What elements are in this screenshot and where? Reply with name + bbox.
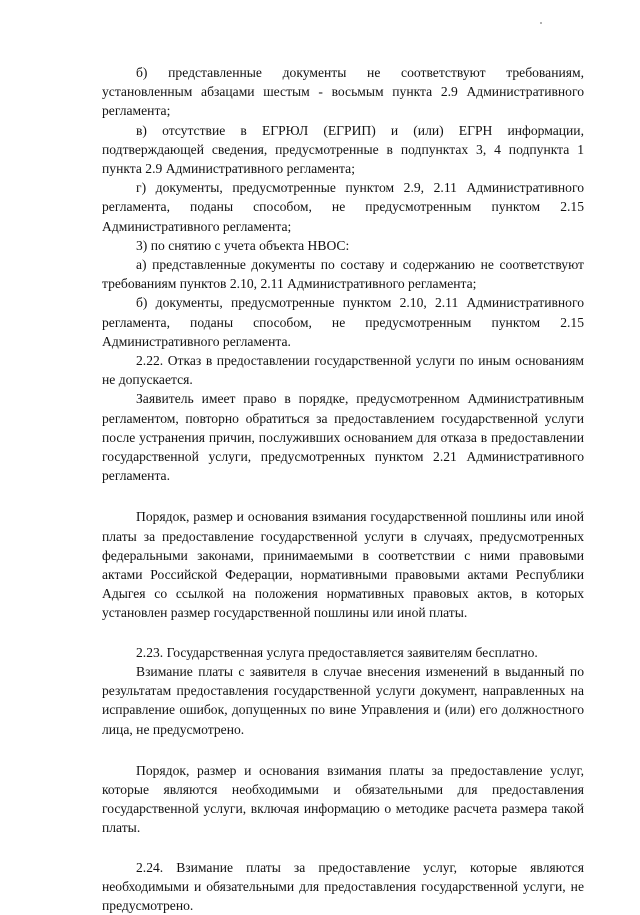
document-body [102, 63, 584, 915]
spacer [102, 623, 584, 643]
clause-b-documents: б) документы, предусмотренные пунктом 2.10, 2.11 Административного регламента, поданы способом, не предусмотренным пунктом 2.15 Административного регламента. [102, 295, 584, 349]
applicant-right-paragraph: Заявитель имеет право в порядке, предусмотренном Административным регламентом, повторно обратиться за предоставлением государственной услуги после устранения причин, послуживших основанием для отказа в предоставлении государственной услуги, предусмотренных пунктом 2.21 Административного регламента. [102, 391, 584, 484]
scan-speck [540, 22, 542, 24]
fee-heading: Порядок, размер и основания взимания государственной пошлины или иной платы за предоставление государственной услуги в случаях, предусмотренных федеральными законами, принимаемыми в соответствии с ними правовыми актами Российской Федерации, нормативными правовыми актами Республики Адыгея со ссылкой на положения нормативных правовых актов, в которых установлен размер государственной пошлины или иной платы. [102, 509, 584, 621]
clause-g-submission: г) документы, предусмотренные пунктом 2.9, 2.11 Административного регламента, поданы способом, не предусмотренным пунктом 2.15 Административного регламента; [102, 180, 584, 234]
section-2-24: 2.24. Взимание платы за предоставление услуг, которые являются необходимыми и обязательными для предоставления государственной услуги, не предусмотрено. [102, 859, 584, 913]
no-fee-correction-paragraph: Взимание платы с заявителя в случае внесения изменений в выданный по результатам предоставления государственной услуги документ, направленных на исправление ошибок, допущенных по вине Управления и (или) его должностного лица, не предусмотрено. [102, 663, 584, 737]
section-2-22: 2.22. Отказ в предоставлении государственной услуги по иным основаниям не допускается. [102, 353, 584, 388]
spacer [102, 485, 584, 507]
clause-v-registry: в) отсутствие в ЕГРЮЛ (ЕГРИП) и (или) ЕГРН информации, подтверждающей сведения, предусмотренные в подпунктах 3, 4 подпункта 1 пункта 2.9 Административного регламента; [102, 122, 584, 177]
clause-b-requirements: б) представленные документы не соответствуют требованиям, установленным абзацами шестым - восьмым пункта 2.9 Административного регламента; [102, 65, 584, 119]
spacer [102, 739, 584, 761]
section-2-23: 2.23. Государственная услуга предоставляется заявителям бесплатно. [136, 644, 538, 660]
clause-3-deregistration: 3) по снятию с учета объекта НВОС: [136, 237, 350, 253]
spacer [102, 838, 584, 858]
mandatory-services-fee-heading: Порядок, размер и основания взимания платы за предоставление услуг, которые являются необходимыми и обязательными для предоставления государственной услуги, включая информацию о методике расчета размера такой платы. [102, 762, 584, 836]
clause-a-documents: а) представленные документы по составу и содержанию не соответствуют требованиям пунктов 2.10, 2.11 Административного регламента; [102, 257, 584, 292]
